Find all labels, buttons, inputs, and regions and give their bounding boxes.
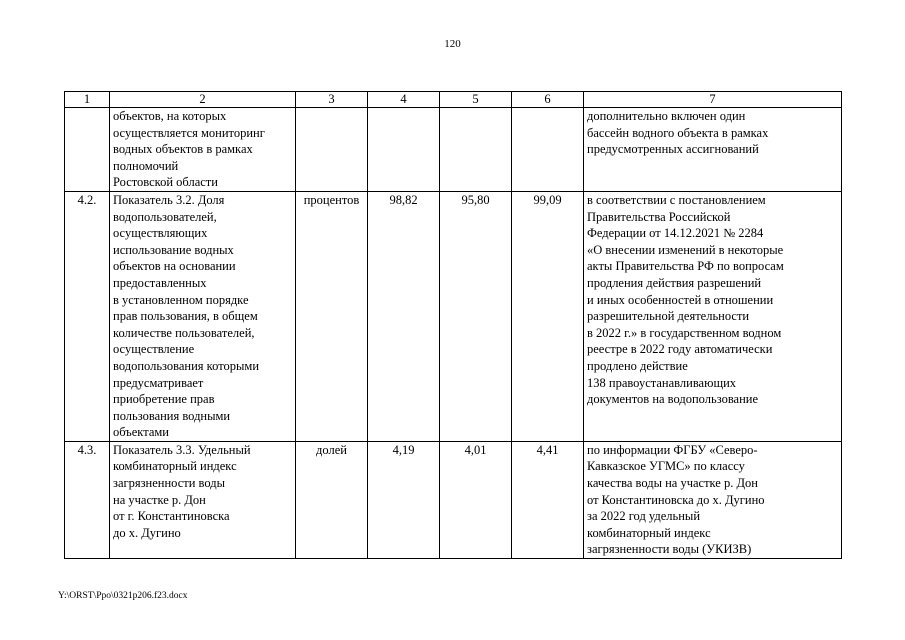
comment-cell: в соответствии с постановлением Правительства Российской Федерации от 14.12.2021 № 2284 «О внесении изменений в некоторые акты Правительства РФ по вопросам продления действия разрешений и иных особенностей в отношении разрешительной деятельности в 2022 г.» в государственном водном реестре в 2022 году автоматически продлено действие 138 правоустанавливающих документов на водопользование	[584, 191, 842, 441]
table-row	[65, 441, 842, 558]
indicator-name-cell: Показатель 3.2. Доля водопользователей, осуществляющих использование водных объектов на основании предоставленных в установленном порядке прав пользования, в общем количестве пользователей, осуществление водопользования которыми предусматривает приобретение прав пользования водными объектами	[110, 191, 296, 441]
row-number-cell: 4.2.	[65, 191, 110, 441]
unit-cell	[296, 108, 368, 192]
table-header-row	[65, 92, 842, 108]
report-table	[64, 91, 842, 559]
indicator-name-cell: Показатель 3.3. Удельный комбинаторный индекс загрязненности воды на участке р. Дон от г. Константиновска до х. Дугино	[110, 441, 296, 558]
row-number-cell: 4.3.	[65, 441, 110, 558]
page-number: 120	[444, 38, 461, 50]
column-header: 6	[512, 92, 584, 108]
table-row	[65, 191, 842, 441]
unit-cell: долей	[296, 441, 368, 558]
value-cell: 99,09	[512, 191, 584, 441]
column-header: 3	[296, 92, 368, 108]
column-header: 1	[65, 92, 110, 108]
value-cell	[440, 108, 512, 192]
value-cell: 95,80	[440, 191, 512, 441]
file-path-footer: Y:\ORST\Ppo\0321p206.f23.docx	[58, 591, 188, 601]
value-cell: 4,01	[440, 441, 512, 558]
unit-cell: процентов	[296, 191, 368, 441]
comment-cell: по информации ФГБУ «Северо- Кавказское УГМС» по классу качества воды на участке р. Дон от Константиновска до х. Дугино за 2022 год удельный комбинаторный индекс загрязненности воды (УКИЗВ)	[584, 441, 842, 558]
indicator-name-cell: объектов, на которых осуществляется мониторинг водных объектов в рамках полномочий Ростовской области	[110, 108, 296, 192]
column-header: 5	[440, 92, 512, 108]
table-row	[65, 108, 842, 192]
value-cell	[512, 108, 584, 192]
value-cell	[368, 108, 440, 192]
row-number-cell	[65, 108, 110, 192]
comment-cell: дополнительно включен один бассейн водного объекта в рамках предусмотренных ассигнований	[584, 108, 842, 192]
column-header: 2	[110, 92, 296, 108]
value-cell: 4,19	[368, 441, 440, 558]
column-header: 7	[584, 92, 842, 108]
value-cell: 98,82	[368, 191, 440, 441]
value-cell: 4,41	[512, 441, 584, 558]
column-header: 4	[368, 92, 440, 108]
